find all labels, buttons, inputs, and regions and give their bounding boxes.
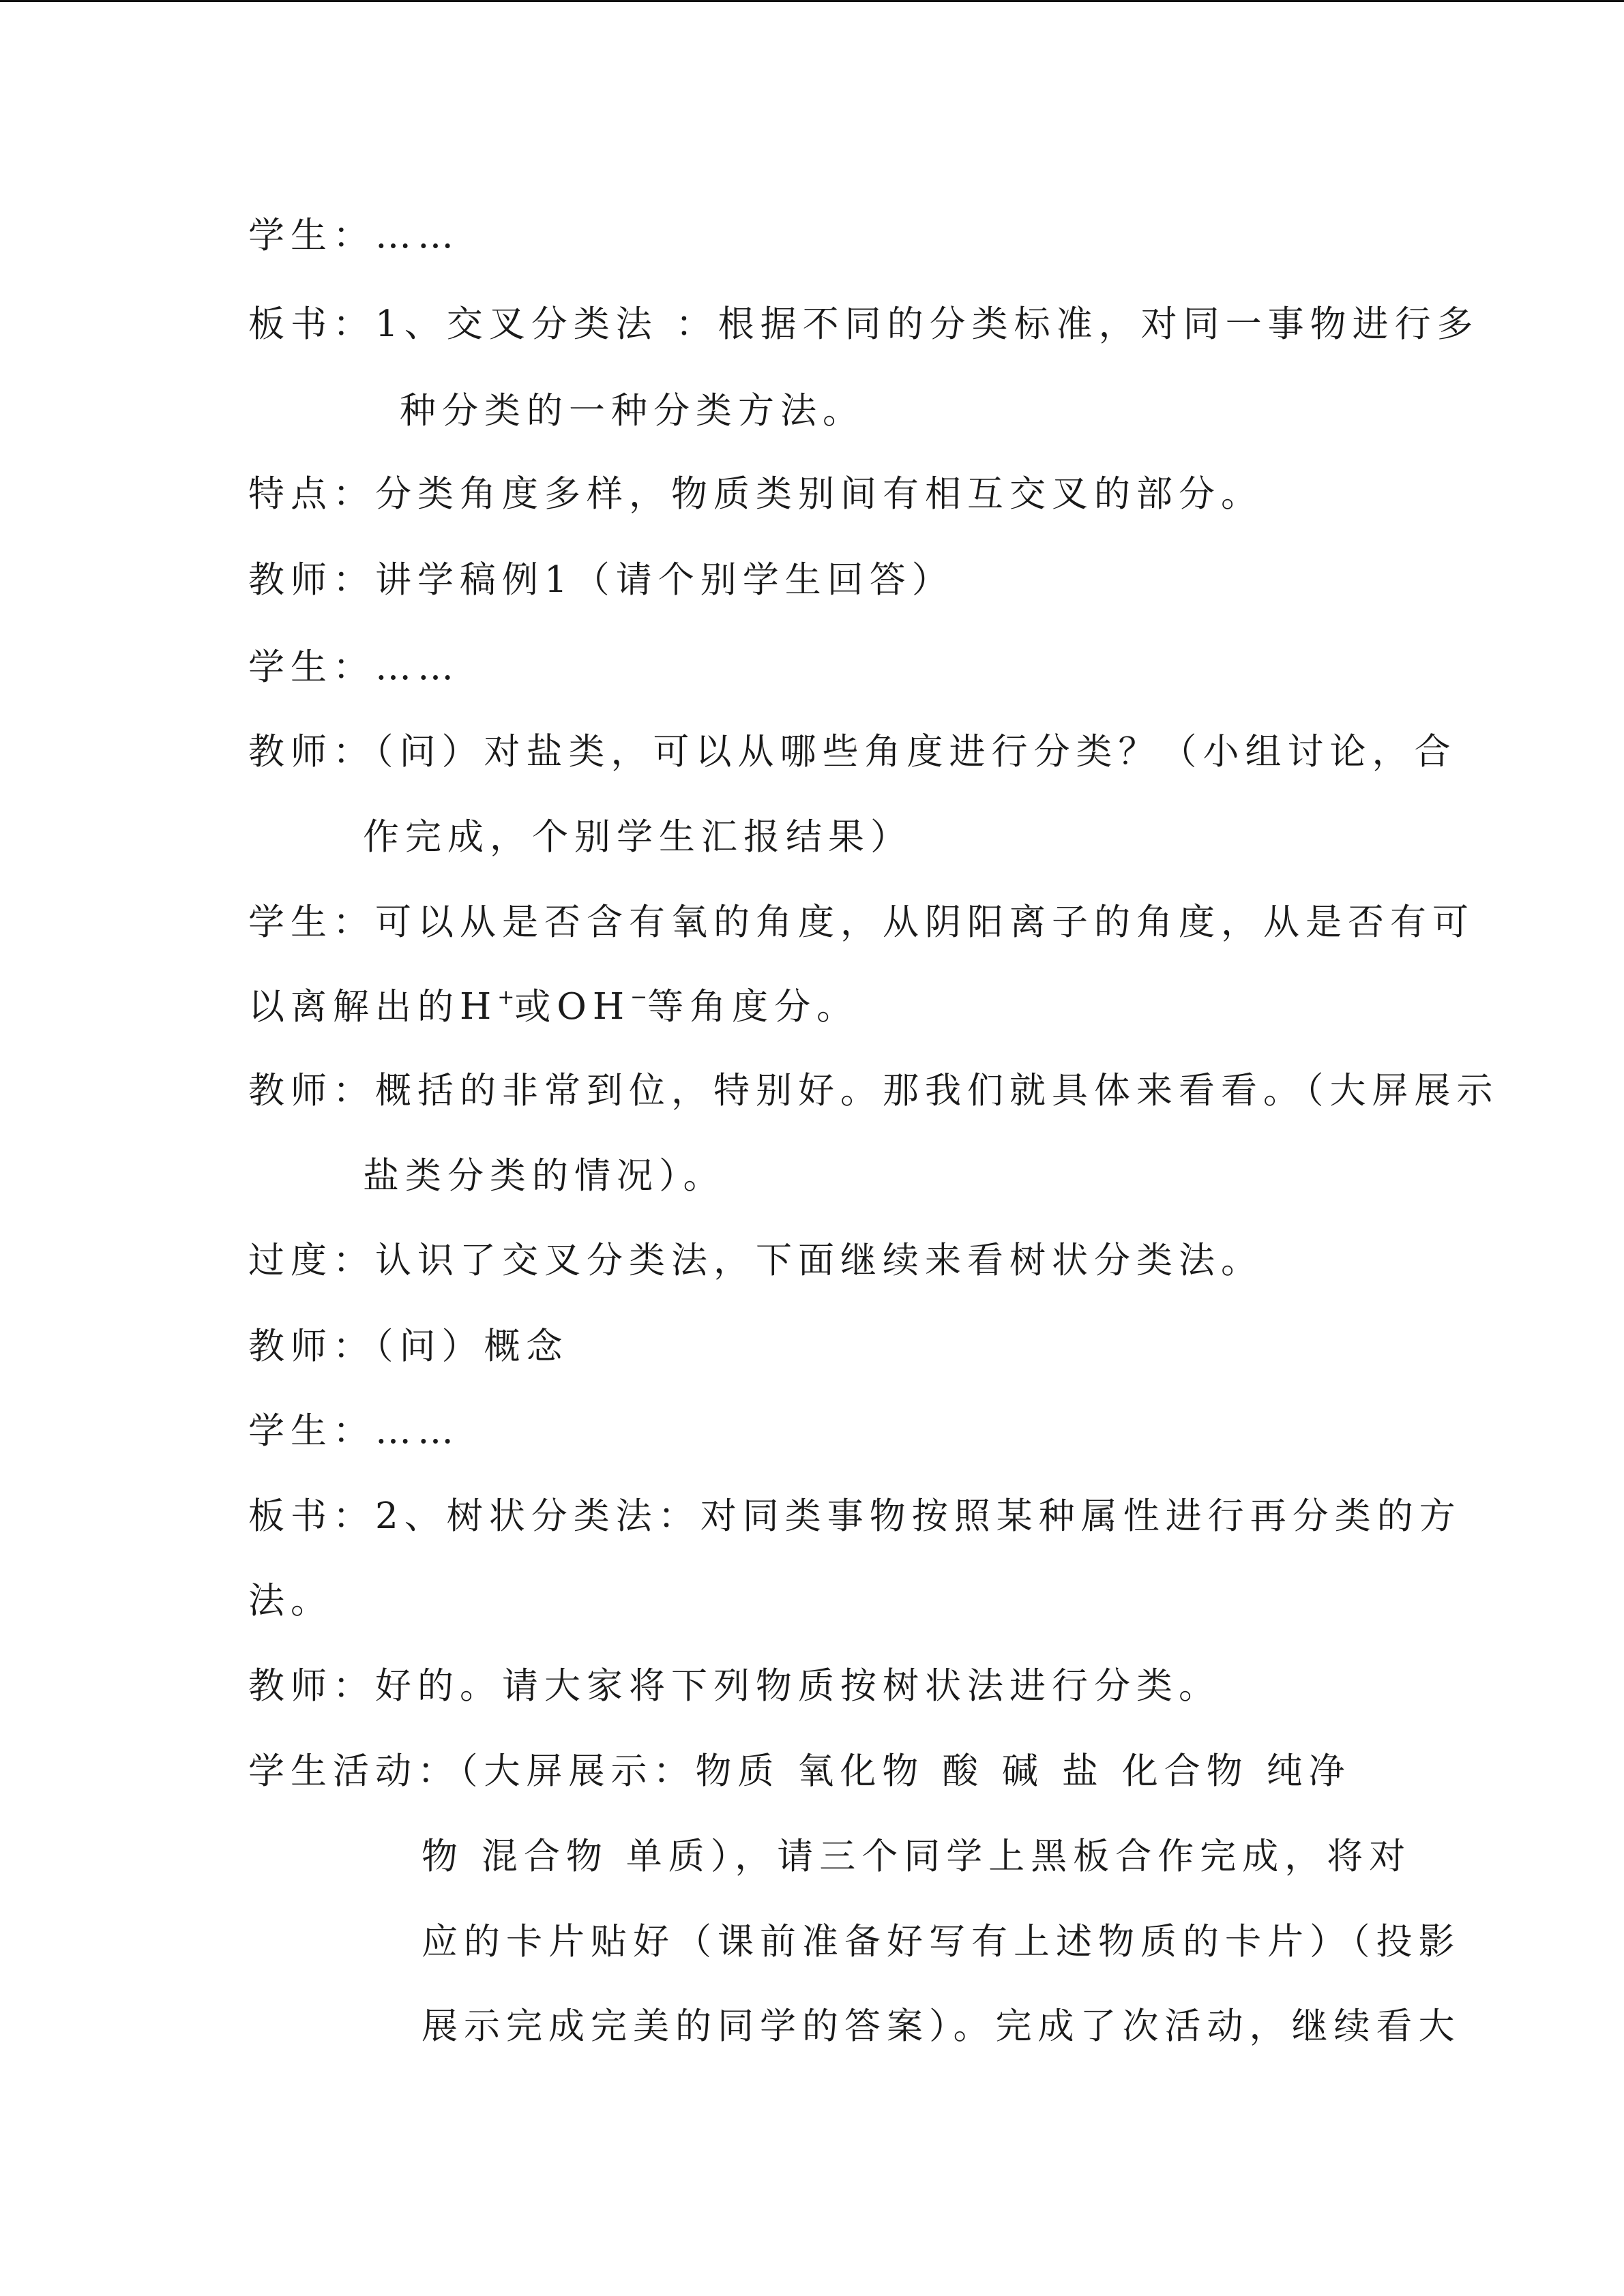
text-line-20: 物 混合物 单质），请三个同学上黑板合作完成，将对 bbox=[422, 1836, 1412, 1877]
text-line-19: 学生活动：（大屏展示：物质 氧化物 酸 碱 盐 化合物 纯净 bbox=[248, 1750, 1351, 1792]
text-line-3: 种分类的一种分类方法。 bbox=[400, 390, 865, 432]
text-line-14: 教师：（问）概念 bbox=[248, 1326, 569, 1367]
text-line-22: 展示完成完美的同学的答案）。完成了次活动，继续看大 bbox=[422, 2006, 1461, 2047]
text-line-4: 特点：分类角度多样，物质类别间有相互交叉的部分。 bbox=[248, 473, 1263, 515]
text-line-6: 学生：…… bbox=[248, 646, 460, 688]
text-line-1: 学生：…… bbox=[248, 215, 460, 256]
text-line-17: 法。 bbox=[248, 1580, 333, 1622]
text-line-12: 盐类分类的情况）。 bbox=[363, 1155, 726, 1197]
text-line-2: 板书：1、交叉分类法 ：根据不同的分类标准，对同一事物进行多 bbox=[248, 303, 1479, 345]
text-line-8: 作完成，个别学生汇报结果） bbox=[363, 816, 913, 858]
text-line-11: 教师：概括的非常到位，特别好。那我们就具体来看看。（大屏展示 bbox=[248, 1070, 1499, 1112]
text-line-13: 过度：认识了交叉分类法，下面继续来看树状分类法。 bbox=[248, 1240, 1263, 1281]
text-line-18: 教师：好的。请大家将下列物质按树状法进行分类。 bbox=[248, 1665, 1221, 1707]
superscript-minus: − bbox=[630, 985, 648, 1009]
text-line-9: 学生：可以从是否含有氧的角度，从阴阳离子的角度，从是否有可 bbox=[248, 901, 1475, 943]
text-line-15: 学生：…… bbox=[248, 1410, 460, 1452]
text-line-16: 板书：2、树状分类法：对同类事物按照某种属性进行再分类的方 bbox=[248, 1495, 1462, 1537]
text-line-5: 教师：讲学稿例1（请个别学生回答） bbox=[248, 559, 954, 601]
text-run: 以离解出的H bbox=[248, 986, 498, 1028]
text-run: 或OH bbox=[514, 986, 631, 1028]
text-line-21: 应的卡片贴好（课前准备好写有上述物质的卡片）（投影 bbox=[422, 1921, 1461, 1963]
text-run: 等角度分。 bbox=[647, 986, 859, 1028]
superscript-plus: + bbox=[497, 985, 515, 1009]
text-line-7: 教师：（问）对盐类，可以从哪些角度进行分类？（小组讨论，合 bbox=[248, 731, 1457, 773]
page-top-border bbox=[0, 0, 1624, 2]
text-line-10 bbox=[248, 983, 859, 1031]
